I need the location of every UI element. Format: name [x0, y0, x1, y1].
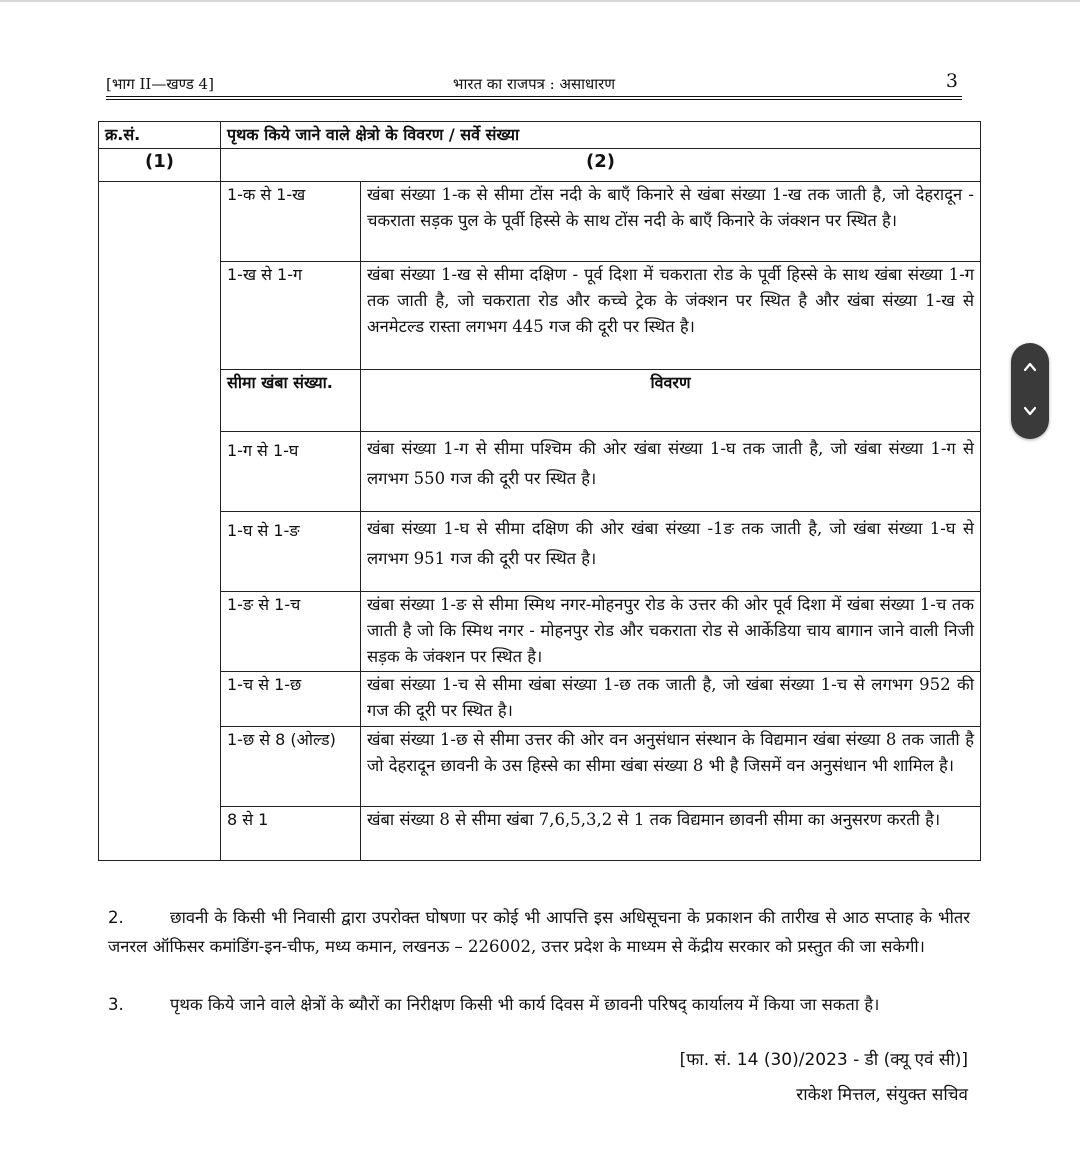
col1-number: (1) — [99, 149, 221, 182]
row-label: 1-ख से 1-ग — [221, 262, 361, 370]
row-description: खंबा संख्या 1-ख से सीमा दक्षिण - पूर्व दिशा में चकराता रोड के पूर्वी हिस्से के साथ खंबा संख्या 1-ग तक जाती है, जो चकराता रोड और कच्चे ट्रेक के जंक्शन पर स्थित है और खंबा संख्या 1-ख से अनमेटल्ड रास्ता लगभग 445 गज की दूरी पर स्थित है। — [361, 262, 981, 370]
row-description: खंबा संख्या 1-घ से सीमा दक्षिण की ओर खंबा संख्या -1ङ तक जाती है, जो खंबा संख्या 1-घ से लगभग 951 गज की दूरी पर स्थित है। — [361, 512, 981, 592]
chevron-up-icon — [1022, 359, 1038, 379]
row-description: खंबा संख्या 1-च से सीमा खंबा संख्या 1-छ तक जाती है, जो खंबा संख्या 1-च से लगभग 952 की गज की दूरी पर स्थित है। — [361, 672, 981, 727]
paragraph-number: 3. — [108, 995, 124, 1014]
page-header — [106, 70, 962, 96]
sub-header-label: सीमा खंबा संख्या. — [221, 370, 361, 432]
row-label: 1-ग से 1-घ — [221, 432, 361, 512]
header-rule-1 — [106, 96, 962, 97]
table-row — [99, 672, 981, 727]
row-description: खंबा संख्या 1-ग से सीमा पश्चिम की ओर खंबा संख्या 1-घ तक जाती है, जो खंबा संख्या 1-ग से लगभग 550 गज की दूरी पर स्थित है। — [361, 432, 981, 512]
paragraph-3 — [108, 990, 970, 1019]
paragraph-text: पृथक किये जाने वाले क्षेत्रों के ब्यौरों का निरीक्षण किसी भी कार्य दिवस में छावनी परिषद् कार्यालय में किया जा सकता है। — [170, 995, 880, 1014]
row-label: 1-घ से 1-ङ — [221, 512, 361, 592]
table-row — [99, 512, 981, 592]
table-row — [99, 182, 981, 262]
schedule-table — [98, 121, 981, 861]
page-nav-widget — [1011, 343, 1049, 439]
header-title: भारत का राजपत्र : असाधारण — [452, 75, 616, 93]
sub-header-row — [99, 370, 981, 432]
row-description: खंबा संख्या 1-क से सीमा टोंस नदी के बाएँ किनारे से खंबा संख्या 1-ख तक जाती है, जो देहरादून - चकराता सड़क पुल के पूर्वी हिस्से के साथ टोंस नदी के बाएँ किनारे के जंक्शन पर स्थित है। — [361, 182, 981, 262]
file-reference: [फा. सं. 14 (30)/2023 - डी (क्यू एवं सी)] — [679, 1050, 968, 1070]
col2-header: पृथक किये जाने वाले क्षेत्रो के विवरण / सर्वे संख्या — [221, 122, 981, 149]
col2-number: (2) — [221, 149, 981, 182]
chevron-down-icon — [1022, 403, 1038, 423]
header-rule-2 — [106, 99, 962, 100]
top-border — [0, 0, 1080, 2]
row-label: 1-ङ से 1-च — [221, 592, 361, 672]
page-up-button[interactable] — [1011, 347, 1049, 391]
serial-cell — [99, 182, 221, 861]
table-row — [99, 262, 981, 370]
row-label: 1-च से 1-छ — [221, 672, 361, 727]
sub-header-desc: विवरण — [361, 370, 981, 432]
col1-header: क्र.सं. — [99, 122, 221, 149]
table-num-row — [99, 149, 981, 182]
table-row — [99, 592, 981, 672]
paragraph-2 — [108, 903, 970, 961]
page-down-button[interactable] — [1011, 391, 1049, 435]
row-label: 1-छ से 8 (ओल्ड) — [221, 727, 361, 807]
table-head-row — [99, 122, 981, 149]
signatory: राकेश मित्तल, संयुक्त सचिव — [796, 1085, 968, 1105]
page-number: 3 — [945, 70, 958, 92]
paragraph-number: 2. — [108, 908, 124, 927]
table-row — [99, 727, 981, 807]
row-description: खंबा संख्या 1-छ से सीमा उत्तर की ओर वन अनुसंधान संस्थान के विद्यमान खंबा संख्या 8 तक जाती है जो देहरादून छावनी के उस हिस्से का सीमा खंबा संख्या 8 भी है जिसमें वन अनुसंधान भी शामिल है। — [361, 727, 981, 807]
row-description: खंबा संख्या 1-ङ से सीमा स्मिथ नगर-मोहनपुर रोड के उत्तर की ओर पूर्व दिशा में खंबा संख्या 1-च तक जाती है जो कि स्मिथ नगर - मोहनपुर रोड और चकराता रोड से आर्केडिया चाय बागान जाने वाली निजी सड़क के जंक्शन पर स्थित है। — [361, 592, 981, 672]
row-label: 1-क से 1-ख — [221, 182, 361, 262]
table-row — [99, 432, 981, 512]
paragraph-text: छावनी के किसी भी निवासी द्वारा उपरोक्त घोषणा पर कोई भी आपत्ति इस अधिसूचना के प्रकाशन की तारीख से आठ सप्ताह के भीतर जनरल ऑफिसर कमांडिंग-इन-चीफ, मध्य कमान, लखनऊ – 226002, उत्तर प्रदेश के माध्यम से केंद्रीय सरकार को प्रस्तुत की जा सकेगी। — [108, 908, 970, 956]
row-label: 8 से 1 — [221, 807, 361, 861]
row-description: खंबा संख्या 8 से सीमा खंबा 7,6,5,3,2 से 1 तक विद्यमान छावनी सीमा का अनुसरण करती है। — [361, 807, 981, 861]
table-row — [99, 807, 981, 861]
header-section: [भाग II—खण्ड 4] — [106, 75, 214, 93]
